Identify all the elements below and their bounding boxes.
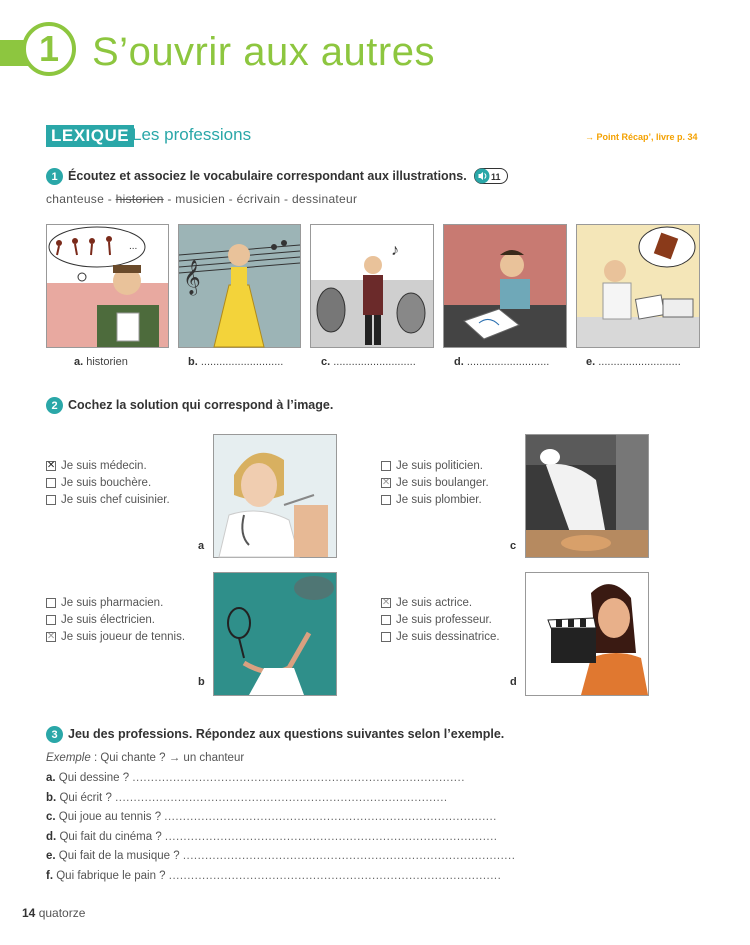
- caption-answer-blank[interactable]: ...........................: [598, 356, 681, 368]
- checkbox-checked[interactable]: ✕: [46, 460, 56, 471]
- question-letter: b.: [46, 791, 57, 804]
- question-row[interactable]: [46, 772, 466, 792]
- image-letter-a: a: [198, 540, 205, 552]
- svg-text:𝄞: 𝄞: [183, 261, 201, 294]
- photo-actress: [525, 572, 649, 696]
- question-row[interactable]: [46, 850, 516, 870]
- option-label: Je suis bouchère.: [61, 477, 152, 489]
- exercise-3-number: 3: [46, 726, 63, 743]
- option-label: Je suis médecin.: [61, 460, 147, 472]
- question-row[interactable]: [46, 811, 497, 831]
- photo-doctor: [213, 434, 337, 558]
- image-letter-c: c: [510, 540, 517, 552]
- track-number: 11: [491, 172, 501, 182]
- page-number-word: quatorze: [38, 906, 86, 920]
- option-label: Je suis pharmacien.: [61, 597, 164, 609]
- option[interactable]: [46, 631, 185, 643]
- question-text: Qui fait de la musique ?: [58, 850, 180, 862]
- example-label: Exemple: [46, 752, 91, 764]
- option[interactable]: [46, 597, 185, 609]
- word-struck: historien: [115, 192, 164, 206]
- word: dessinateur: [291, 192, 358, 206]
- caption-a: [74, 356, 128, 368]
- checkbox-checked[interactable]: ✕: [46, 631, 56, 642]
- illustration-historian: [46, 224, 169, 348]
- option-group-a: [46, 460, 170, 506]
- question-row[interactable]: [46, 830, 498, 851]
- question-text: Qui fabrique le pain ?: [56, 869, 166, 882]
- option[interactable]: [381, 460, 489, 472]
- question-letter: a.: [46, 772, 56, 784]
- word: écrivain: [236, 192, 281, 206]
- checkbox[interactable]: [46, 598, 56, 608]
- example-text: : Qui chante ? → un chanteur: [90, 752, 245, 764]
- word-separator: -: [104, 192, 116, 206]
- questions-list: [46, 772, 516, 889]
- option[interactable]: [381, 614, 500, 626]
- answer-blank[interactable]: ..........................................................................................: [164, 830, 498, 843]
- word-separator: -: [280, 192, 292, 206]
- option-group-b: [46, 597, 185, 643]
- answer-blank[interactable]: ..........................................................................................: [132, 772, 465, 784]
- question-letter: e.: [46, 850, 56, 862]
- option-label: Je suis plombier.: [396, 494, 482, 506]
- word-separator: -: [163, 192, 176, 206]
- option[interactable]: [46, 614, 185, 626]
- question-text: Qui joue au tennis ?: [58, 811, 162, 823]
- caption-d: [454, 356, 549, 368]
- exercise-2-instruction: Cochez la solution qui correspond à l’image.: [68, 398, 334, 412]
- lexique-badge: LEXIQUE: [46, 125, 134, 147]
- caption-letter: d.: [454, 356, 464, 368]
- checkbox[interactable]: [381, 495, 391, 505]
- question-letter: c.: [46, 811, 56, 823]
- option-group-d: [381, 597, 500, 643]
- word: chanteuse: [46, 192, 105, 206]
- option[interactable]: [46, 477, 170, 489]
- option-label: Je suis électricien.: [61, 614, 155, 626]
- unit-title: S’ouvrir aux autres: [92, 30, 435, 74]
- question-row[interactable]: [46, 869, 502, 890]
- checkbox[interactable]: [46, 615, 56, 625]
- caption-letter: a.: [74, 356, 84, 368]
- photo-baker: [525, 434, 649, 558]
- image-letter-d: d: [510, 676, 517, 688]
- checkbox[interactable]: [381, 615, 391, 625]
- caption-b: [188, 356, 283, 368]
- option[interactable]: [381, 494, 489, 506]
- caption-answer-blank[interactable]: ...........................: [333, 356, 416, 368]
- unit-number: 1: [22, 22, 76, 76]
- caption-answer-blank[interactable]: ...........................: [466, 356, 550, 368]
- option[interactable]: [46, 460, 170, 472]
- option[interactable]: [381, 597, 500, 609]
- caption-letter: e.: [586, 356, 596, 368]
- exercise-3-instruction: Jeu des professions. Répondez aux questions suivantes selon l’exemple.: [68, 727, 505, 741]
- question-text: Qui écrit ?: [59, 791, 112, 804]
- checkbox[interactable]: [46, 478, 56, 488]
- option-label: Je suis professeur.: [396, 614, 492, 626]
- speaker-icon: [474, 168, 508, 184]
- svg-text:♪: ♪: [391, 242, 399, 259]
- option-label: Je suis actrice.: [396, 597, 473, 609]
- checkbox-checked[interactable]: ✕: [381, 597, 391, 608]
- caption-answer: historien: [86, 356, 128, 368]
- word-separator: -: [225, 192, 237, 206]
- illustration-drawer: [443, 224, 567, 348]
- caption-letter: c.: [321, 356, 331, 368]
- photo-tennis-player: [213, 572, 337, 696]
- question-text: Qui dessine ?: [58, 772, 130, 784]
- image-letter-b: b: [198, 676, 205, 688]
- answer-blank[interactable]: ..........................................................................................: [182, 850, 516, 862]
- vocabulary-list: [46, 192, 357, 206]
- answer-blank[interactable]: ..........................................................................................: [164, 811, 497, 823]
- option-label: Je suis joueur de tennis.: [61, 631, 186, 643]
- exercise-2-number: 2: [46, 397, 63, 414]
- caption-answer-blank[interactable]: ...........................: [200, 356, 284, 368]
- option-label: Je suis politicien.: [396, 460, 483, 472]
- illustration-musician: [310, 224, 434, 348]
- illustration-writer: [576, 224, 700, 348]
- option-label: Je suis chef cuisinier.: [61, 494, 170, 506]
- answer-blank[interactable]: ..........................................................................................: [168, 869, 502, 882]
- checkbox[interactable]: [381, 461, 391, 471]
- question-text: Qui fait du cinéma ?: [59, 830, 162, 843]
- option-group-c: [381, 460, 489, 506]
- question-letter: f.: [46, 869, 54, 882]
- exercise-1-number: 1: [46, 168, 63, 185]
- question-row[interactable]: [46, 792, 466, 812]
- caption-letter: b.: [188, 356, 198, 368]
- option[interactable]: [46, 494, 170, 506]
- illustration-singer: [178, 224, 301, 348]
- svg-text:...: ...: [129, 241, 138, 252]
- caption-e: [586, 356, 681, 368]
- question-letter: d.: [46, 830, 57, 843]
- caption-c: [321, 356, 416, 368]
- page-footer: [22, 906, 85, 920]
- example-line: [46, 752, 244, 764]
- checkbox-checked[interactable]: ✕: [381, 477, 391, 488]
- checkbox[interactable]: [46, 495, 56, 505]
- exercise-1-instruction: Écoutez et associez le vocabulaire correspondant aux illustrations.: [68, 169, 467, 183]
- recap-link[interactable]: → Point Récap’, livre p. 34: [585, 132, 698, 142]
- checkbox[interactable]: [381, 632, 391, 642]
- page-number: 14: [22, 906, 36, 920]
- audio-track-button[interactable]: [474, 168, 508, 184]
- option[interactable]: [381, 631, 500, 643]
- option-label: Je suis dessinatrice.: [396, 631, 500, 643]
- option[interactable]: [381, 477, 489, 489]
- option-label: Je suis boulanger.: [396, 477, 489, 489]
- answer-blank[interactable]: ..........................................................................................: [115, 791, 448, 804]
- word: musicien: [175, 192, 226, 206]
- section-title: Les professions: [132, 125, 252, 144]
